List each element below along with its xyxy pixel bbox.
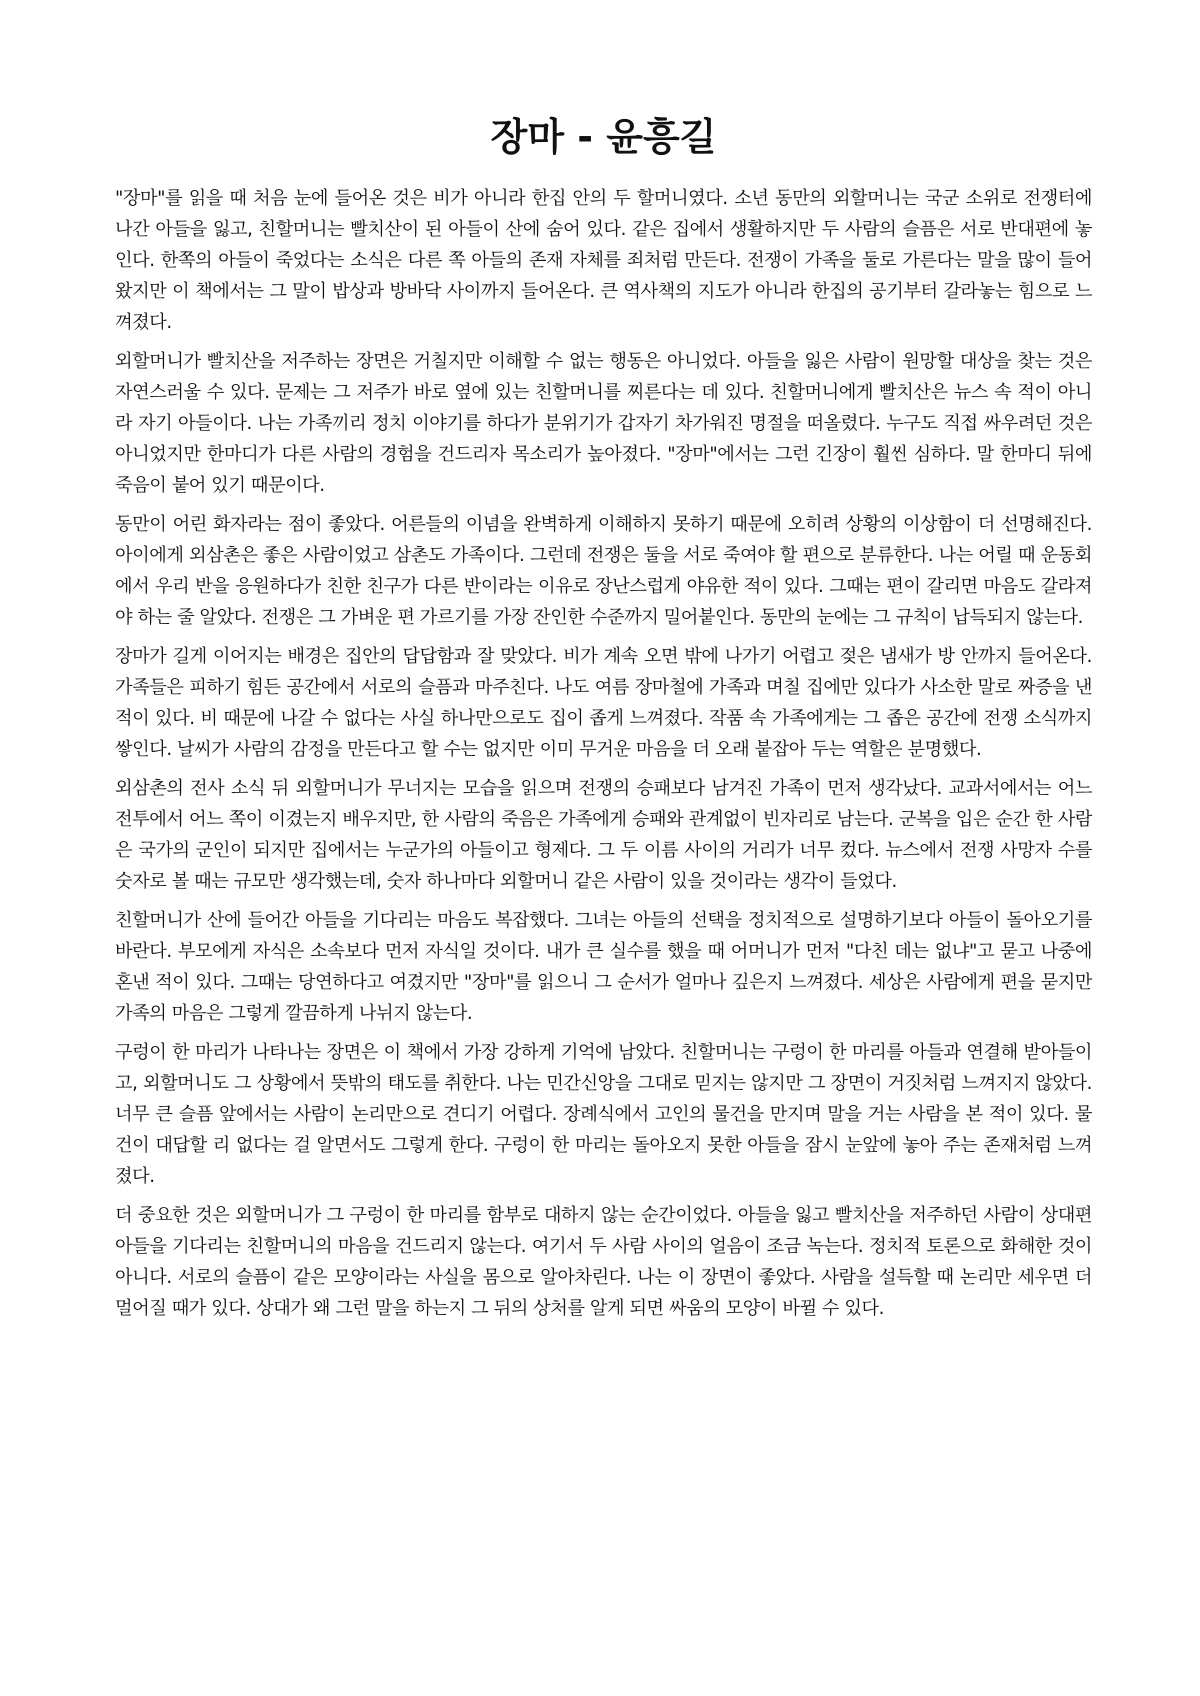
paragraph: 친할머니가 산에 들어간 아들을 기다리는 마음도 복잡했다. 그녀는 아들의 선택을 정치적으로 설명하기보다 아들이 돌아오기를 바란다. 부모에게 자식은 소속보다 먼저 자식일 것이다. 내가 큰 실수를 했을 때 어머니가 먼저 "다친 데는 없냐"고 묻고 나중에 혼낸 적이 있다. 그때는 당연하다고 여겼지만 "장마"를 읽으니 그 순서가 얼마나 깊은지 느껴졌다. 세상은 사람에게 편을 묻지만 가족의 마음은 그렇게 깔끔하게 나뉘지 않는다. [115,910,1092,1024]
document-body [115,183,1092,1324]
document-title: 장마 - 윤흥길 [490,115,717,159]
paragraph: 외할머니가 빨치산을 저주하는 장면은 거칠지만 이해할 수 없는 행동은 아니었다. 아들을 잃은 사람이 원망할 대상을 찾는 것은 자연스러울 수 있다. 문제는 그 저주가 바로 옆에 있는 친할머니를 찌른다는 데 있다. 친할머니에게 빨치산은 뉴스 속 적이 아니라 자기 아들이다. 나는 가족끼리 정치 이야기를 하다가 분위기가 갑자기 차가워진 명절을 떠올렸다. 누구도 직접 싸우려던 것은 아니었지만 한마디가 다른 사람의 경험을 건드리자 목소리가 높아졌다. "장마"에서는 그런 긴장이 훨씬 심하다. 말 한마디 뒤에 죽음이 붙어 있기 때문이다. [115,351,1092,496]
paragraph: 장마가 길게 이어지는 배경은 집안의 답답함과 잘 맞았다. 비가 계속 오면 밖에 나가기 어렵고 젖은 냄새가 방 안까지 들어온다. 가족들은 피하기 힘든 공간에서 서로의 슬픔과 마주친다. 나도 여름 장마철에 가족과 며칠 집에만 있다가 사소한 말로 짜증을 낸 적이 있다. 비 때문에 나갈 수 없다는 사실 하나만으로도 집이 좁게 느껴졌다. 작품 속 가족에게는 그 좁은 공간에 전쟁 소식까지 쌓인다. 날씨가 사람의 감정을 만든다고 할 수는 없지만 이미 무거운 마음을 더 오래 붙잡아 두는 역할은 분명했다. [115,646,1092,760]
document-page [115,112,1092,1332]
paragraph: "장마"를 읽을 때 처음 눈에 들어온 것은 비가 아니라 한집 안의 두 할머니였다. 소년 동만의 외할머니는 국군 소위로 전쟁터에 나간 아들을 잃고, 친할머니는 빨치산이 된 아들이 산에 숨어 있다. 같은 집에서 생활하지만 두 사람의 슬픔은 서로 반대편에 놓인다. 한쪽의 아들이 죽었다는 소식은 다른 쪽 아들의 존재 자체를 죄처럼 만든다. 전쟁이 가족을 둘로 가른다는 말을 많이 들어 왔지만 이 책에서는 그 말이 밥상과 방바닥 사이까지 들어온다. 큰 역사책의 지도가 아니라 한집의 공기부터 갈라놓는 힘으로 느껴졌다. [115,188,1092,333]
paragraph: 외삼촌의 전사 소식 뒤 외할머니가 무너지는 모습을 읽으며 전쟁의 승패보다 남겨진 가족이 먼저 생각났다. 교과서에서는 어느 전투에서 어느 쪽이 이겼는지 배우지만, 한 사람의 죽음은 가족에게 승패와 관계없이 빈자리로 남는다. 군복을 입은 순간 한 사람은 국가의 군인이 되지만 집에서는 누군가의 아들이고 형제다. 그 두 이름 사이의 거리가 너무 컸다. 뉴스에서 전쟁 사망자 수를 숫자로 볼 때는 규모만 생각했는데, 숫자 하나마다 외할머니 같은 사람이 있을 것이라는 생각이 들었다. [115,778,1092,892]
paragraph: 동만이 어린 화자라는 점이 좋았다. 어른들의 이념을 완벽하게 이해하지 못하기 때문에 오히려 상황의 이상함이 더 선명해진다. 아이에게 외삼촌은 좋은 사람이었고 삼촌도 가족이다. 그런데 전쟁은 둘을 서로 죽여야 할 편으로 분류한다. 나는 어릴 때 운동회에서 우리 반을 응원하다가 친한 친구가 다른 반이라는 이유로 장난스럽게 야유한 적이 있다. 그때는 편이 갈리면 마음도 갈라져야 하는 줄 알았다. 전쟁은 그 가벼운 편 가르기를 가장 잔인한 수준까지 밀어붙인다. 동만의 눈에는 그 규칙이 납득되지 않는다. [115,514,1092,628]
paragraph: 구렁이 한 마리가 나타나는 장면은 이 책에서 가장 강하게 기억에 남았다. 친할머니는 구렁이 한 마리를 아들과 연결해 받아들이고, 외할머니도 그 상황에서 뜻밖의 태도를 취한다. 나는 민간신앙을 그대로 믿지는 않지만 그 장면이 거짓처럼 느껴지지 않았다. 너무 큰 슬픔 앞에서는 사람이 논리만으로 견디기 어렵다. 장례식에서 고인의 물건을 만지며 말을 거는 사람을 본 적이 있다. 물건이 대답할 리 없다는 걸 알면서도 그렇게 한다. 구렁이 한 마리는 돌아오지 못한 아들을 잠시 눈앞에 놓아 주는 존재처럼 느껴졌다. [115,1042,1092,1187]
paragraph: 더 중요한 것은 외할머니가 그 구렁이 한 마리를 함부로 대하지 않는 순간이었다. 아들을 잃고 빨치산을 저주하던 사람이 상대편 아들을 기다리는 친할머니의 마음을 건드리지 않는다. 여기서 두 사람 사이의 얼음이 조금 녹는다. 정치적 토론으로 화해한 것이 아니다. 서로의 슬픔이 같은 모양이라는 사실을 몸으로 알아차린다. 나는 이 장면이 좋았다. 사람을 설득할 때 논리만 세우면 더 멀어질 때가 있다. 상대가 왜 그런 말을 하는지 그 뒤의 상처를 알게 되면 싸움의 모양이 바뀔 수 있다. [115,1205,1092,1319]
